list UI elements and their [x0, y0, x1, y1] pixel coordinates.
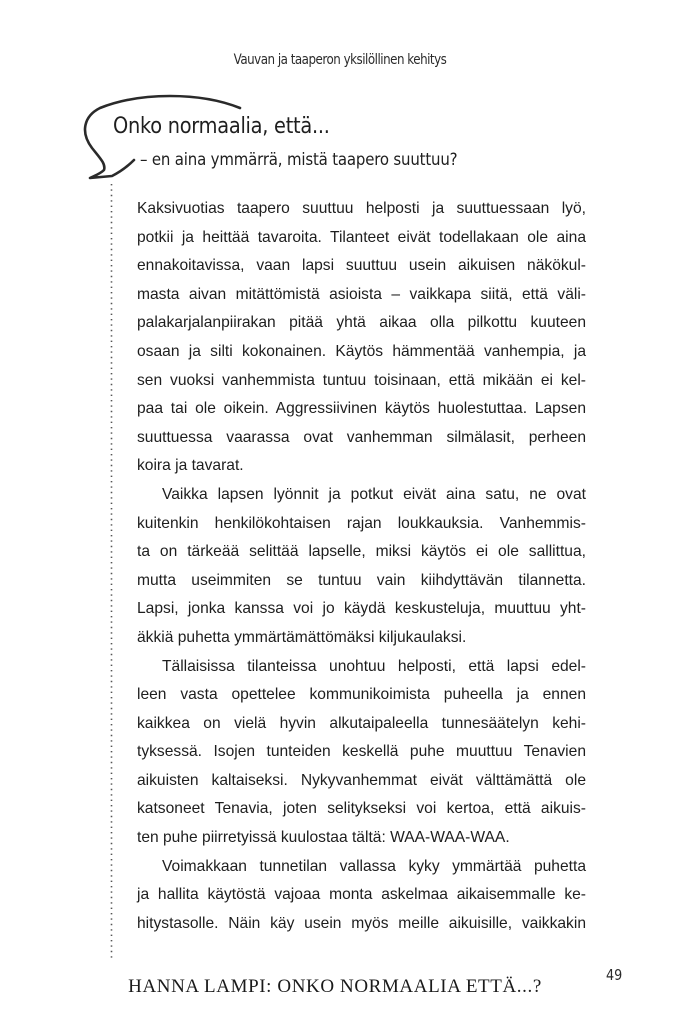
text-line: leen vasta opettelee kommunikoimista puheella ja ennen: [137, 686, 586, 704]
text-line: äkkiä puhetta ymmärtämättömäksi kiljukaulaksi.: [137, 628, 467, 646]
text-line: sen vuoksi vanhemmista tuntuu toisinaan, että mikään ei kel-: [137, 371, 586, 389]
text-line: paa tai ole oikein. Aggressiivinen käytös huolestuttaa. Lapsen: [137, 400, 586, 418]
text-line: katsoneet Tenavia, joten selitykseksi voi kertoa, että aikuis-: [137, 800, 586, 818]
text-line: Vaikka lapsen lyönnit ja potkut eivät aina satu, ne ovat: [162, 485, 586, 503]
paragraph-4: [137, 853, 586, 939]
text-line: potkii ja heittää tavaroita. Tilanteet eivät todellakaan ole aina: [137, 228, 586, 246]
text-line: ennakoitavissa, vaan lapsi suuttuu usein aikuisen näkökul-: [137, 257, 586, 275]
text-line: ja hallita käytöstä vajoaa monta askelmaa aikaisemmalle ke-: [137, 886, 586, 904]
text-line: suuttuessa vaarassa ovat vanhemman silmälasit, perheen: [137, 428, 586, 446]
paragraph-2: [137, 481, 586, 653]
text-line: osaan ja silti kokonainen. Käytös hämmentää vanhempia, ja: [137, 342, 586, 360]
text-line: masta aivan mitättömistä asioista – vaikkapa siitä, että väli-: [137, 285, 586, 303]
page-number: 49: [606, 966, 623, 984]
paragraph-3: [137, 653, 586, 853]
text-line: tyksessä. Isojen tunteiden keskellä puhe muuttuu Tenavien: [137, 743, 586, 761]
text-line: kaikkea on vielä hyvin alkutaipaleella tunnesäätelyn kehi-: [137, 714, 586, 732]
body-text: [137, 195, 586, 938]
bubble-title: Onko normaalia, että...: [113, 114, 330, 139]
text-line: Lapsi, jonka kanssa voi jo käydä keskusteluja, muuttuu yht-: [137, 600, 586, 618]
text-line: kuitenkin henkilökohtaisen rajan loukkauksia. Vanhemmis-: [137, 514, 586, 532]
text-line: koira ja tavarat.: [137, 457, 244, 475]
text-line: mutta useimmiten se tuntuu vain kiihdyttävän tilannetta.: [137, 571, 586, 589]
text-line: ta on tärkeää selittää lapselle, miksi käytös ei ole sallittua,: [137, 543, 586, 561]
running-head: Vauvan ja taaperon yksilöllinen kehitys: [233, 52, 447, 68]
text-line: Kaksivuotias taapero suuttuu helposti ja suuttuessaan lyö,: [137, 200, 586, 217]
text-line: ten puhe piirretyissä kuulostaa tältä: WAA-WAA-WAA.: [137, 829, 510, 847]
footer-book-title: HANNA LAMPI: ONKO NORMAALIA ETTÄ...?: [128, 976, 542, 997]
bubble-subtitle: – en aina ymmärrä, mistä taapero suuttuu?: [140, 150, 458, 170]
text-line: Tällaisissa tilanteissa unohtuu helposti, että lapsi edel-: [162, 657, 586, 675]
text-line: hitystasolle. Näin käy usein myös meille aikuisille, vaikkakin: [137, 914, 586, 932]
text-line: aikuisten kaltaiseksi. Nykyvanhemmat eivät välttämättä ole: [137, 771, 586, 789]
text-line: Voimakkaan tunnetilan vallassa kyky ymmärtää puhetta: [162, 857, 586, 875]
paragraph-1: [137, 195, 586, 481]
text-line: palakarjalanpiirakan pitää yhtä aikaa olla pilkottu kuuteen: [137, 314, 586, 332]
